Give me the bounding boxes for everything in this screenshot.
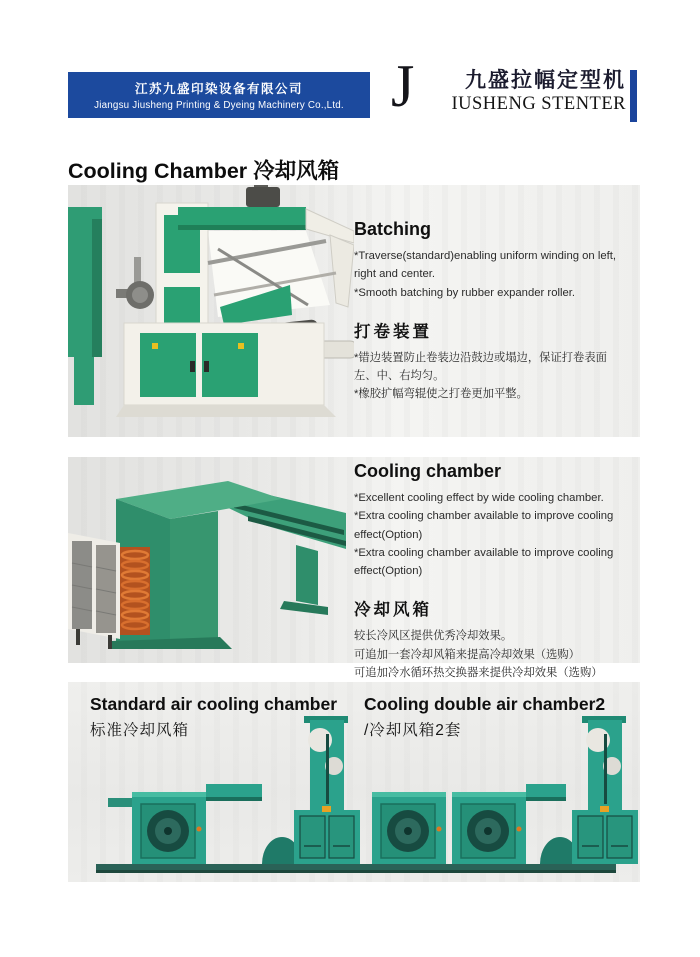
batching-text-block bbox=[354, 219, 632, 404]
cooling-chamber-photo bbox=[68, 457, 354, 663]
cooling-heading-en: Cooling chamber bbox=[354, 461, 502, 481]
cooling-bullet-en-3: *Extra cooling chamber available to improve cooling effect(Option) bbox=[354, 546, 614, 578]
double-chamber-heading-cn: /冷却风箱2套 bbox=[364, 722, 462, 739]
batching-bullet-en-2: *Smooth batching by rubber expander roller. bbox=[354, 286, 576, 299]
comparison-section bbox=[68, 682, 640, 882]
batching-bullet-en-1: *Traverse(standard)enabling uniform winding on left, right and center. bbox=[354, 250, 617, 281]
cooling-chamber-section bbox=[68, 457, 640, 680]
cooling-bullet-cn-3: 可追加冷水循环热交换器来提供冷却效果（选购） bbox=[354, 667, 603, 680]
page-title: Cooling Chamber 冷却风箱 bbox=[68, 159, 340, 184]
batching-heading-en: Batching bbox=[354, 219, 432, 239]
brand-initial: J bbox=[391, 53, 415, 119]
cooling-bullet-en-1: *Excellent cooling effect by wide cooling chamber. bbox=[354, 492, 604, 504]
brand-accent-bar bbox=[630, 70, 637, 122]
cooling-line-photo bbox=[68, 714, 640, 882]
cooling-text-block bbox=[354, 461, 632, 682]
brand-name-cn: 九盛拉幅定型机 bbox=[465, 69, 626, 92]
batching-bullet-cn-2: *橡胶扩幅弯辊使之打卷更加平整。 bbox=[354, 388, 528, 401]
cooling-heading-cn: 冷却风箱 bbox=[354, 601, 432, 620]
cooling-bullet-cn-1: 较长冷风区提供优秀冷却效果。 bbox=[354, 630, 513, 643]
batching-section bbox=[68, 185, 640, 437]
cooling-bullet-cn-2: 可追加一套冷却风箱来提高冷却效果（选购） bbox=[354, 648, 580, 661]
batching-bullet-cn-1: *错边装置防止卷装边沿鼓边或塌边，保证打卷表面 左、中、右均匀。 bbox=[354, 351, 607, 383]
double-chamber-heading-en: Cooling double air chamber2 bbox=[364, 694, 606, 714]
brand-logo bbox=[416, 64, 626, 115]
standard-chamber-heading-cn: 标准冷却风箱 bbox=[90, 722, 190, 739]
cooling-bullet-en-2: *Extra cooling chamber available to improve cooling effect(Option) bbox=[354, 510, 614, 541]
company-name-en: Jiangsu Jiusheng Printing & Dyeing Machinery Co.,Ltd. bbox=[94, 100, 344, 111]
batching-heading-cn: 打卷装置 bbox=[354, 322, 432, 341]
batching-machine-photo bbox=[68, 185, 354, 437]
brand-name-en: IUSHENG STENTER bbox=[451, 94, 626, 114]
company-banner bbox=[68, 72, 370, 118]
company-name-cn: 江苏九盛印染设备有限公司 bbox=[134, 82, 303, 96]
standard-chamber-heading-en: Standard air cooling chamber bbox=[90, 694, 337, 714]
